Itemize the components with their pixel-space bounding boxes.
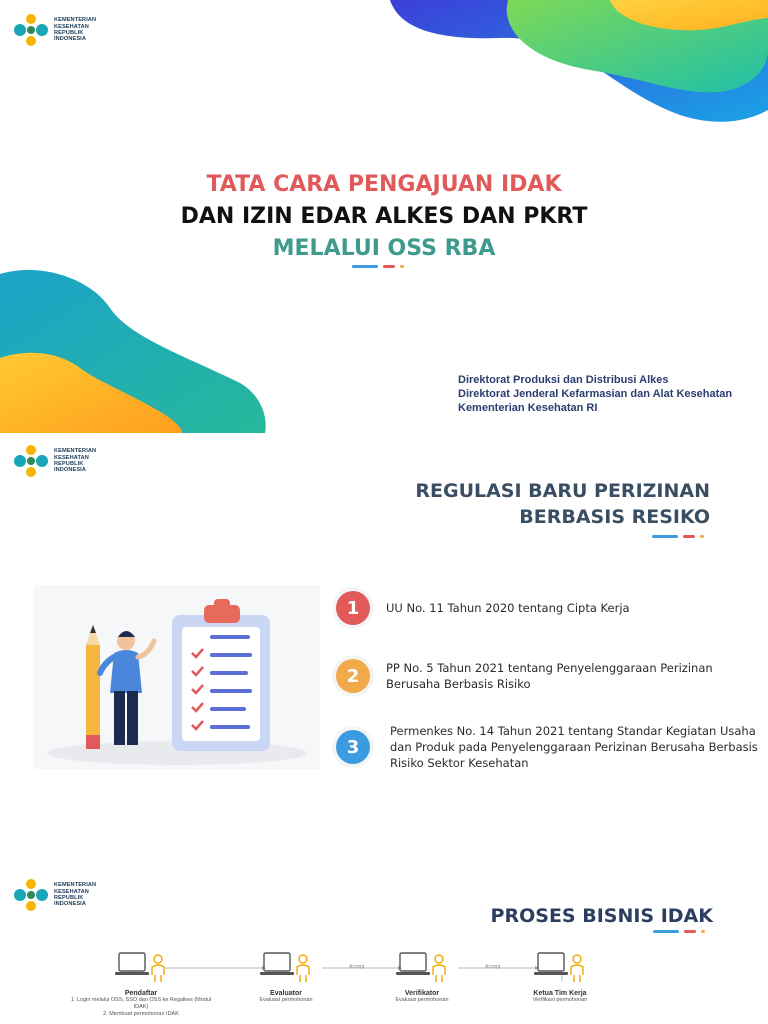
regulation-text: UU No. 11 Tahun 2020 tentang Cipta Kerja bbox=[386, 601, 630, 615]
process-node-applicant bbox=[56, 951, 226, 1018]
flow-arrow-label: Accept bbox=[349, 964, 365, 970]
title-line-3: MELALUI OSS RBA bbox=[272, 236, 496, 261]
regulation-item bbox=[336, 723, 762, 771]
directorate-line: Direktorat Produksi dan Distribusi Alkes bbox=[458, 374, 669, 386]
directorate-line: Kementerian Kesehatan RI bbox=[458, 402, 598, 414]
process-node-team-lead bbox=[518, 951, 602, 1004]
title-line-1: TATA CARA PENGAJUAN IDAK bbox=[206, 172, 562, 197]
ministry-logo-icon bbox=[12, 443, 50, 479]
regulation-item bbox=[336, 659, 726, 693]
ministry-logo bbox=[12, 443, 96, 479]
number-badge: 1 bbox=[336, 591, 370, 625]
logo-line: INDONESIA bbox=[54, 901, 86, 908]
logo-line: REPUBLIK bbox=[54, 461, 84, 467]
node-label: Ketua Tim Kerja bbox=[533, 990, 587, 997]
node-label: Evaluator bbox=[270, 990, 302, 997]
slide-regulations bbox=[0, 433, 768, 865]
laptop-user-icon bbox=[396, 951, 448, 983]
process-node-evaluator bbox=[244, 951, 328, 1004]
directorate-line: Direktorat Jenderal Kefarmasian dan Alat Kesehatan bbox=[458, 388, 733, 400]
node-desc-line: 1. Login melalui OSS, SSO dan OSS ke Regalkes (Modul bbox=[70, 997, 212, 1003]
node-desc-line: Evaluasi permohonan bbox=[395, 997, 449, 1003]
node-label: Pendaftar bbox=[124, 990, 158, 997]
slide-title bbox=[0, 0, 768, 433]
node-desc-line: IDAK) bbox=[133, 1004, 149, 1010]
logo-line: KESEHATAN bbox=[54, 888, 89, 895]
regulation-item bbox=[336, 591, 726, 625]
section-title bbox=[415, 478, 710, 530]
logo-line: KESEHATAN bbox=[54, 23, 89, 30]
laptop-user-icon bbox=[260, 951, 312, 983]
laptop-user-icon bbox=[115, 951, 167, 983]
flow-arrow-label: Accept bbox=[485, 964, 501, 970]
number-badge: 2 bbox=[336, 659, 370, 693]
ministry-logo bbox=[12, 877, 96, 913]
logo-line: KEMENTERIAN bbox=[54, 882, 97, 889]
node-desc-line: Evaluasi permohonan bbox=[259, 997, 313, 1003]
laptop-user-icon bbox=[534, 951, 586, 983]
section-title-line: BERBASIS RESIKO bbox=[519, 506, 710, 528]
node-desc-line: 2. Membuat permohonan IDAK bbox=[103, 1011, 179, 1017]
title-divider bbox=[352, 265, 404, 268]
number-badge: 3 bbox=[336, 730, 370, 764]
logo-line: REPUBLIK bbox=[54, 30, 84, 36]
decor-blob-left bbox=[0, 268, 270, 433]
ministry-logo-icon bbox=[12, 877, 50, 913]
section-title-line: REGULASI BARU PERIZINAN bbox=[415, 480, 710, 502]
directorate-block bbox=[458, 373, 732, 415]
decor-blob-top-right bbox=[380, 0, 768, 125]
title-divider bbox=[652, 535, 704, 538]
process-node-verifier bbox=[380, 951, 464, 1004]
title-divider bbox=[653, 930, 705, 933]
logo-line: REPUBLIK bbox=[54, 895, 84, 901]
slide-business-process bbox=[0, 865, 768, 1024]
title-line-2: DAN IZIN EDAR ALKES DAN PKRT bbox=[180, 204, 588, 229]
regulation-text: PP No. 5 Tahun 2021 tentang Penyelenggaraan Perizinan Berusaha Berbasis Risiko bbox=[386, 661, 713, 691]
checklist-illustration bbox=[34, 585, 320, 769]
logo-line: INDONESIA bbox=[54, 467, 86, 474]
logo-line: KESEHATAN bbox=[54, 454, 89, 461]
node-desc-line: Verifikasi permohonan bbox=[532, 997, 588, 1003]
logo-line: KEMENTERIAN bbox=[54, 17, 97, 24]
section-title: PROSES BISNIS IDAK bbox=[490, 905, 713, 927]
ministry-logo bbox=[12, 12, 96, 48]
regulation-text: Permenkes No. 14 Tahun 2021 tentang Standar Kegiatan Usaha dan Produk pada Penyelenggaraan Perizinan Berusaha Berbasis Risiko Sektor Kesehatan bbox=[390, 724, 758, 770]
logo-line: KEMENTERIAN bbox=[54, 448, 97, 455]
logo-line: INDONESIA bbox=[54, 36, 86, 43]
node-label: Verifikator bbox=[404, 990, 440, 997]
ministry-logo-icon bbox=[12, 12, 50, 48]
